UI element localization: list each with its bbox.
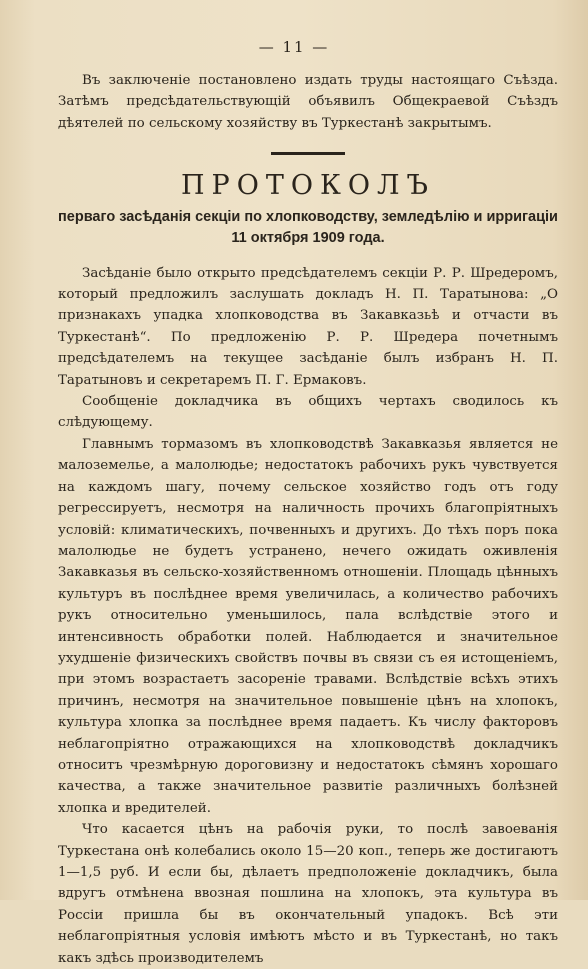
body-paragraph-2: Сообщеніе докладчика въ общихъ чертахъ сводилось къ слѣдующему. [58, 394, 558, 431]
section-divider [271, 152, 345, 155]
body-paragraph-3: Главнымъ тормазомъ въ хлопководствѣ Закавказья является не малоземелье, а малолюдье; недостатокъ рабочихъ рукъ чувствуется на каждомъ шагу, почему сельское хозяйство годъ отъ году регрессируетъ, несмотря на наличность прочихъ благопріятныхъ условій: климатическихъ, почвенныхъ и другихъ. До тѣхъ поръ пока малолюдье не будетъ устранено, нечего ожидать оживленія Закавказья въ сельско-хозяйственномъ отношеніи. Площадь цѣнныхъ культуръ въ послѣднее время увеличилась, а количество рабочихъ рукъ относительно уменьшилось, пала вслѣдствіе этого и интенсивность обработки полей. Наблюдается и значительное ухудшеніе физическихъ свойствъ почвы въ связи съ ея истощеніемъ, при этомъ возрастаетъ засореніе травами. Вслѣдствіе всѣхъ этихъ причинъ, несмотря на значительное повышеніе цѣнъ на хлопокъ, культура хлопка за послѣднее время падаетъ. Къ числу факторовъ неблагопріятно отражающихся на хлопководствѣ докладчикъ относитъ чрезмѣрную дороговизну и недостатокъ сѣмянъ хорошаго качества, а также значительное развитіе различныхъ болѣзней хлопка и вредителей. [58, 436, 558, 816]
page-content [58, 70, 558, 969]
body-paragraph-4: Что касается цѣнъ на рабочія руки, то послѣ завоеванія Туркестана онѣ колебались около 15—20 коп., теперь же достигаютъ 1—1,5 руб. И если бы, дѣлаетъ предположеніе докладчикъ, была вдругъ отмѣнена ввозная пошлина на хлопокъ, эта культура въ Россіи пришла бы въ окончательный упадокъ. Всѣ эти неблагопріятныя условія имѣютъ мѣсто и въ Туркестанѣ, но такъ какъ здѣсь производителемъ [58, 822, 558, 966]
protocol-subtitle: перваго засѣданія секціи по хлопководству, земледѣлію и ирригаціи 11 октября 1909 года. [58, 208, 558, 246]
protocol-title: ПРОТОКОЛЪ [180, 170, 435, 202]
body-paragraph-1: Засѣданіе было открыто предсѣдателемъ секціи Р. Р. Шредеромъ, который предложилъ заслушать докладъ Н. П. Таратынова: „О признакахъ упадка хлопководства въ Закавказьѣ и отчасти въ Туркестанѣ“. По предложенію Р. Р. Шредера почетнымъ предсѣдателемъ на текущее засѣданіе былъ избранъ Н. П. Таратыновъ и секретаремъ П. Г. Ермаковъ. [58, 265, 558, 388]
closing-paragraph: Въ заключеніе постановлено издать труды настоящаго Съѣзда. Затѣмъ предсѣдательствующій объявилъ Общекраевой Съѣздъ дѣятелей по сельскому хозяйству въ Туркестанѣ закрытымъ. [58, 73, 558, 131]
page-number: — 11 — [258, 38, 330, 56]
